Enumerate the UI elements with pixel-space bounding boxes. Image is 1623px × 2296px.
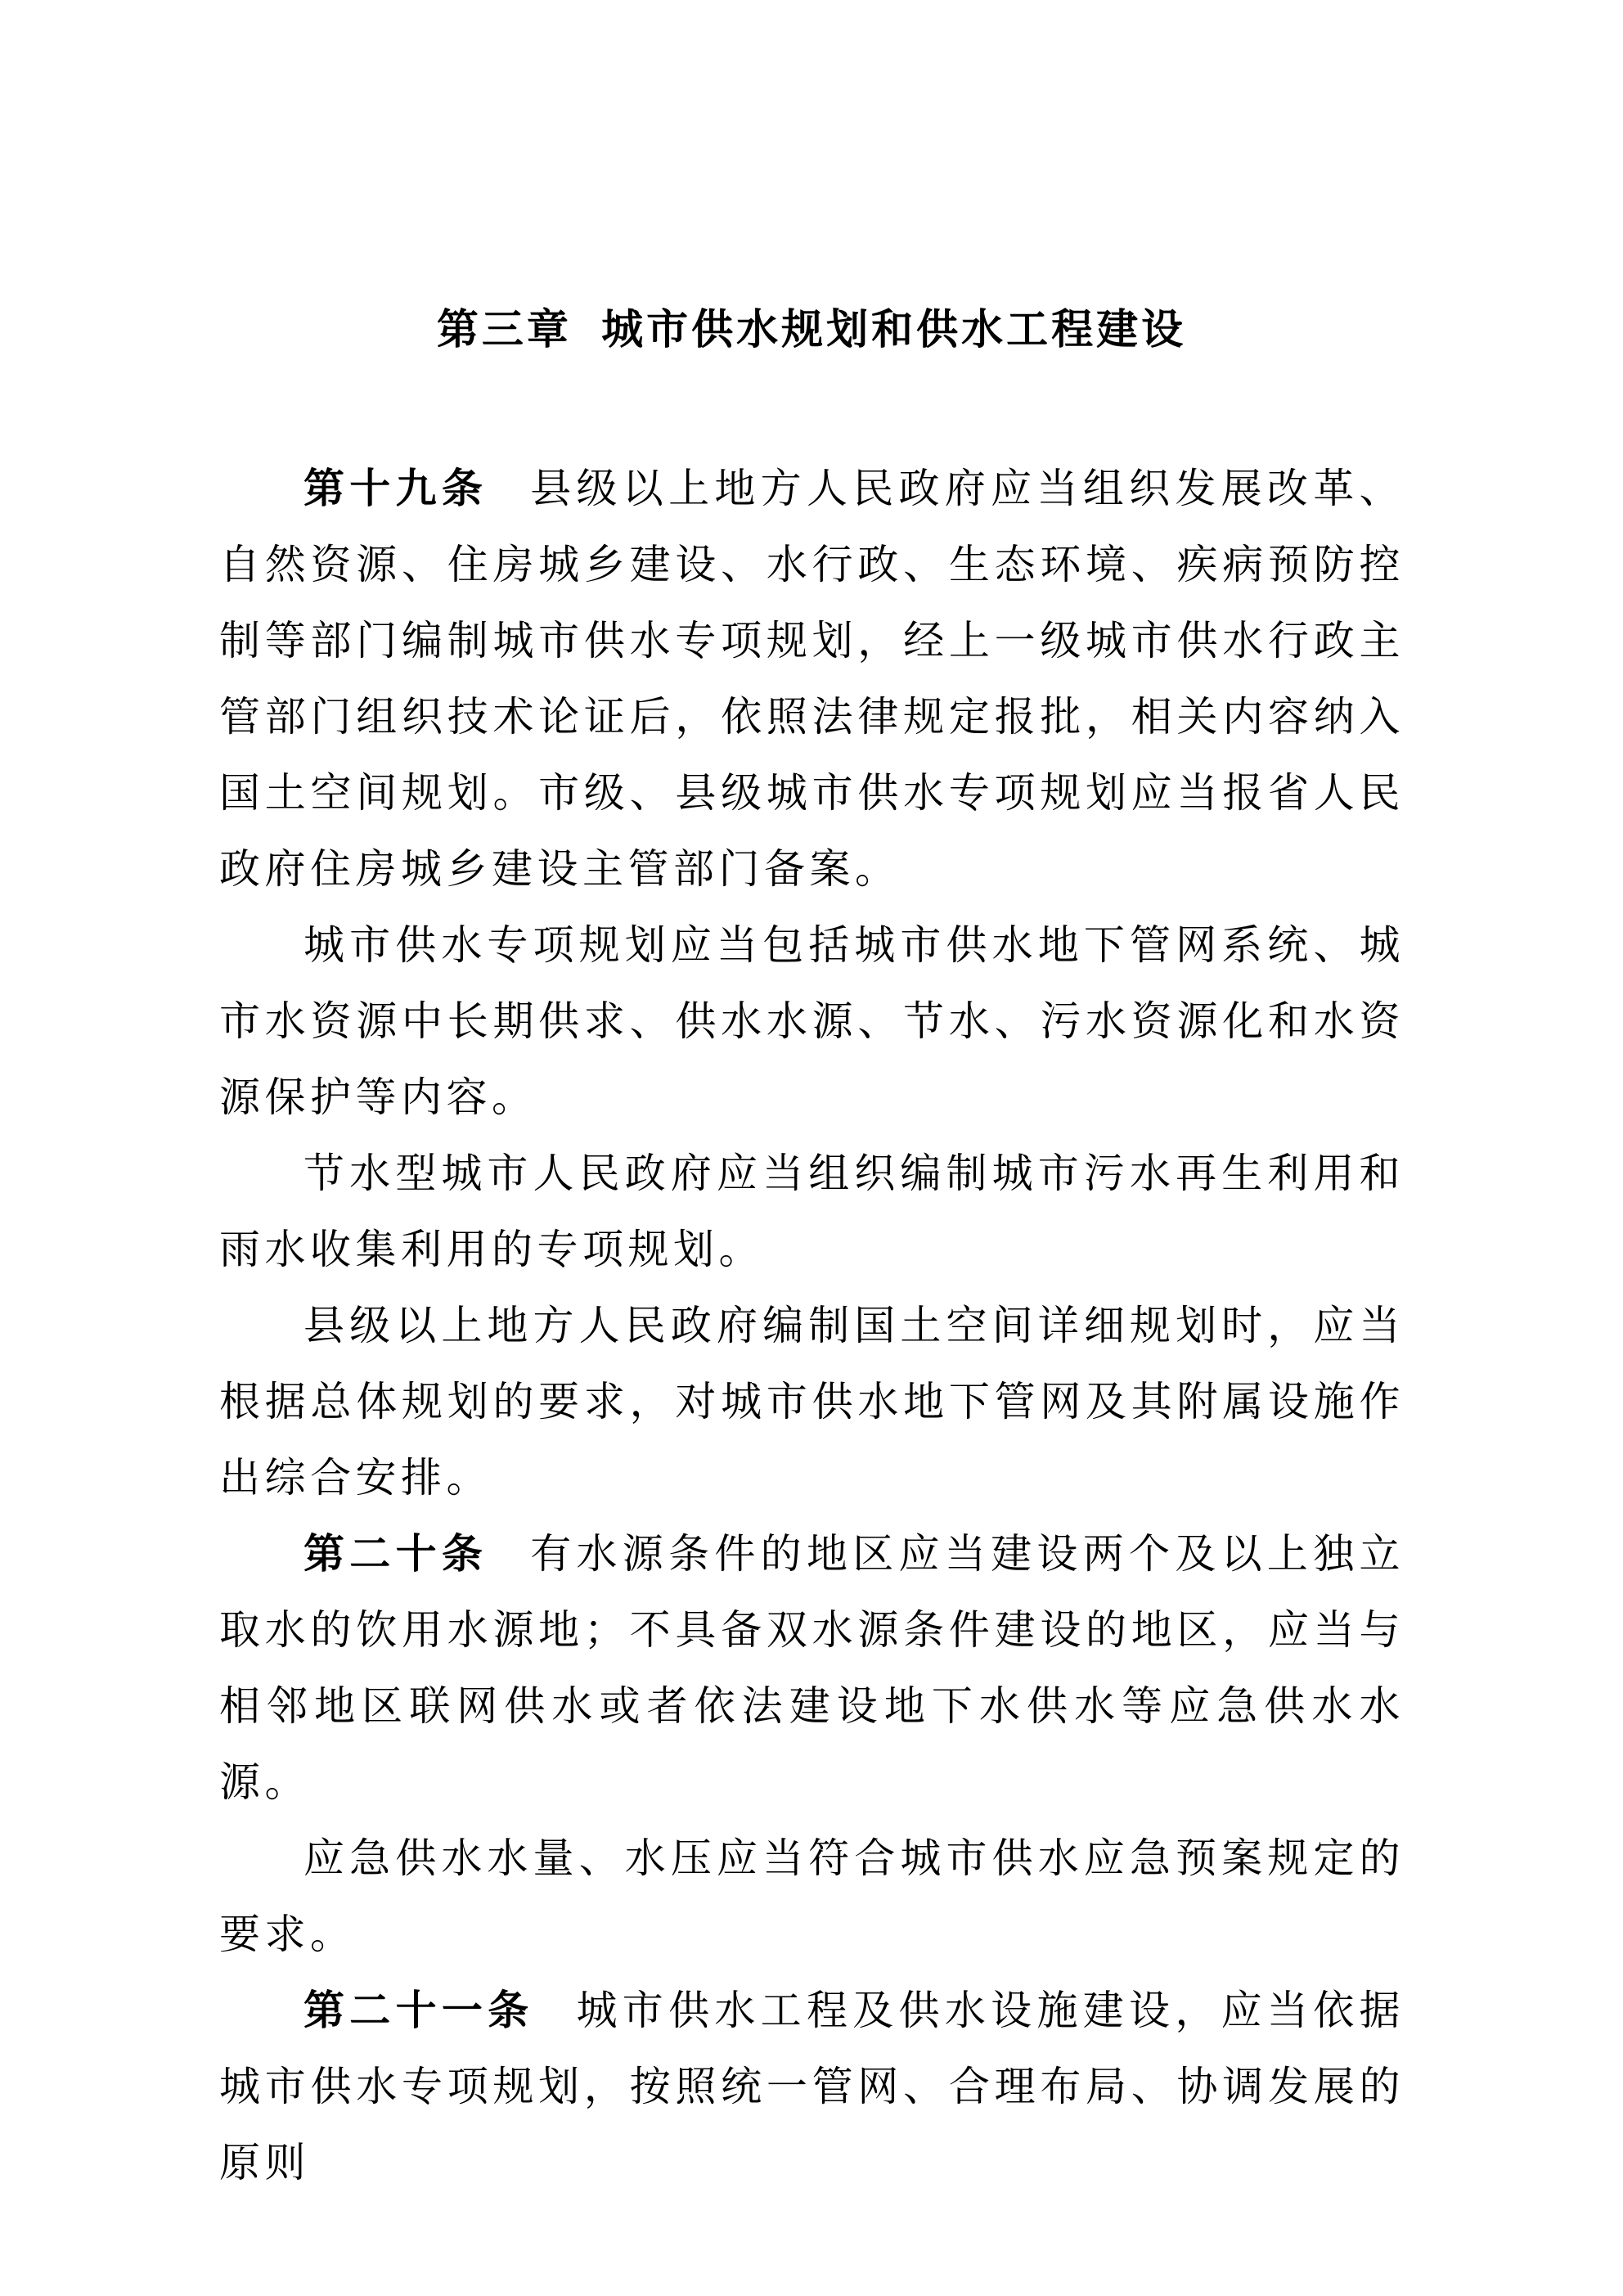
- paragraph: [219, 1136, 1405, 1288]
- paragraph-text: 城市供水专项规划应当包括城市供水地下管网系统、城市水资源中长期供求、供水水源、节水、污水资源化和水资源保护等内容。: [219, 922, 1405, 1120]
- paragraph-text: 有水源条件的地区应当建设两个及以上独立取水的饮用水源地；不具备双水源条件建设的地区，应当与相邻地区联网供水或者依法建设地下水供水等应急供水水源。: [219, 1531, 1405, 1805]
- paragraph: [219, 907, 1405, 1136]
- paragraph: [219, 1973, 1405, 2201]
- paragraph: [219, 1288, 1405, 1516]
- paragraph: [219, 1821, 1405, 1973]
- paragraph-text: 应急供水水量、水压应当符合城市供水应急预案规定的要求。: [219, 1835, 1405, 1957]
- article-number: 第十九条: [303, 466, 488, 511]
- paragraph-text: 县级以上地方人民政府编制国土空间详细规划时，应当根据总体规划的要求，对城市供水地下管网及其附属设施作出综合安排。: [219, 1303, 1405, 1501]
- article-number: 第二十一条: [303, 1988, 534, 2033]
- chapter-title: 第三章 城市供水规划和供水工程建设: [436, 306, 1187, 353]
- paragraph-text: 节水型城市人民政府应当组织编制城市污水再生利用和雨水收集利用的专项规划。: [219, 1150, 1405, 1272]
- article-number: 第二十条: [303, 1531, 488, 1577]
- paragraph: [219, 1516, 1405, 1821]
- document-body: [219, 451, 1405, 2201]
- paragraph: [219, 451, 1405, 907]
- paragraph-text: 县级以上地方人民政府应当组织发展改革、自然资源、住房城乡建设、水行政、生态环境、疾病预防控制等部门编制城市供水专项规划，经上一级城市供水行政主管部门组织技术论证后，依照法律规定报批，相关内容纳入国土空间规划。市级、县级城市供水专项规划应当报省人民政府住房城乡建设主管部门备案。: [219, 466, 1405, 892]
- paragraph-text: 城市供水工程及供水设施建设，应当依据城市供水专项规划，按照统一管网、合理布局、协调发展的原则: [219, 1988, 1405, 2186]
